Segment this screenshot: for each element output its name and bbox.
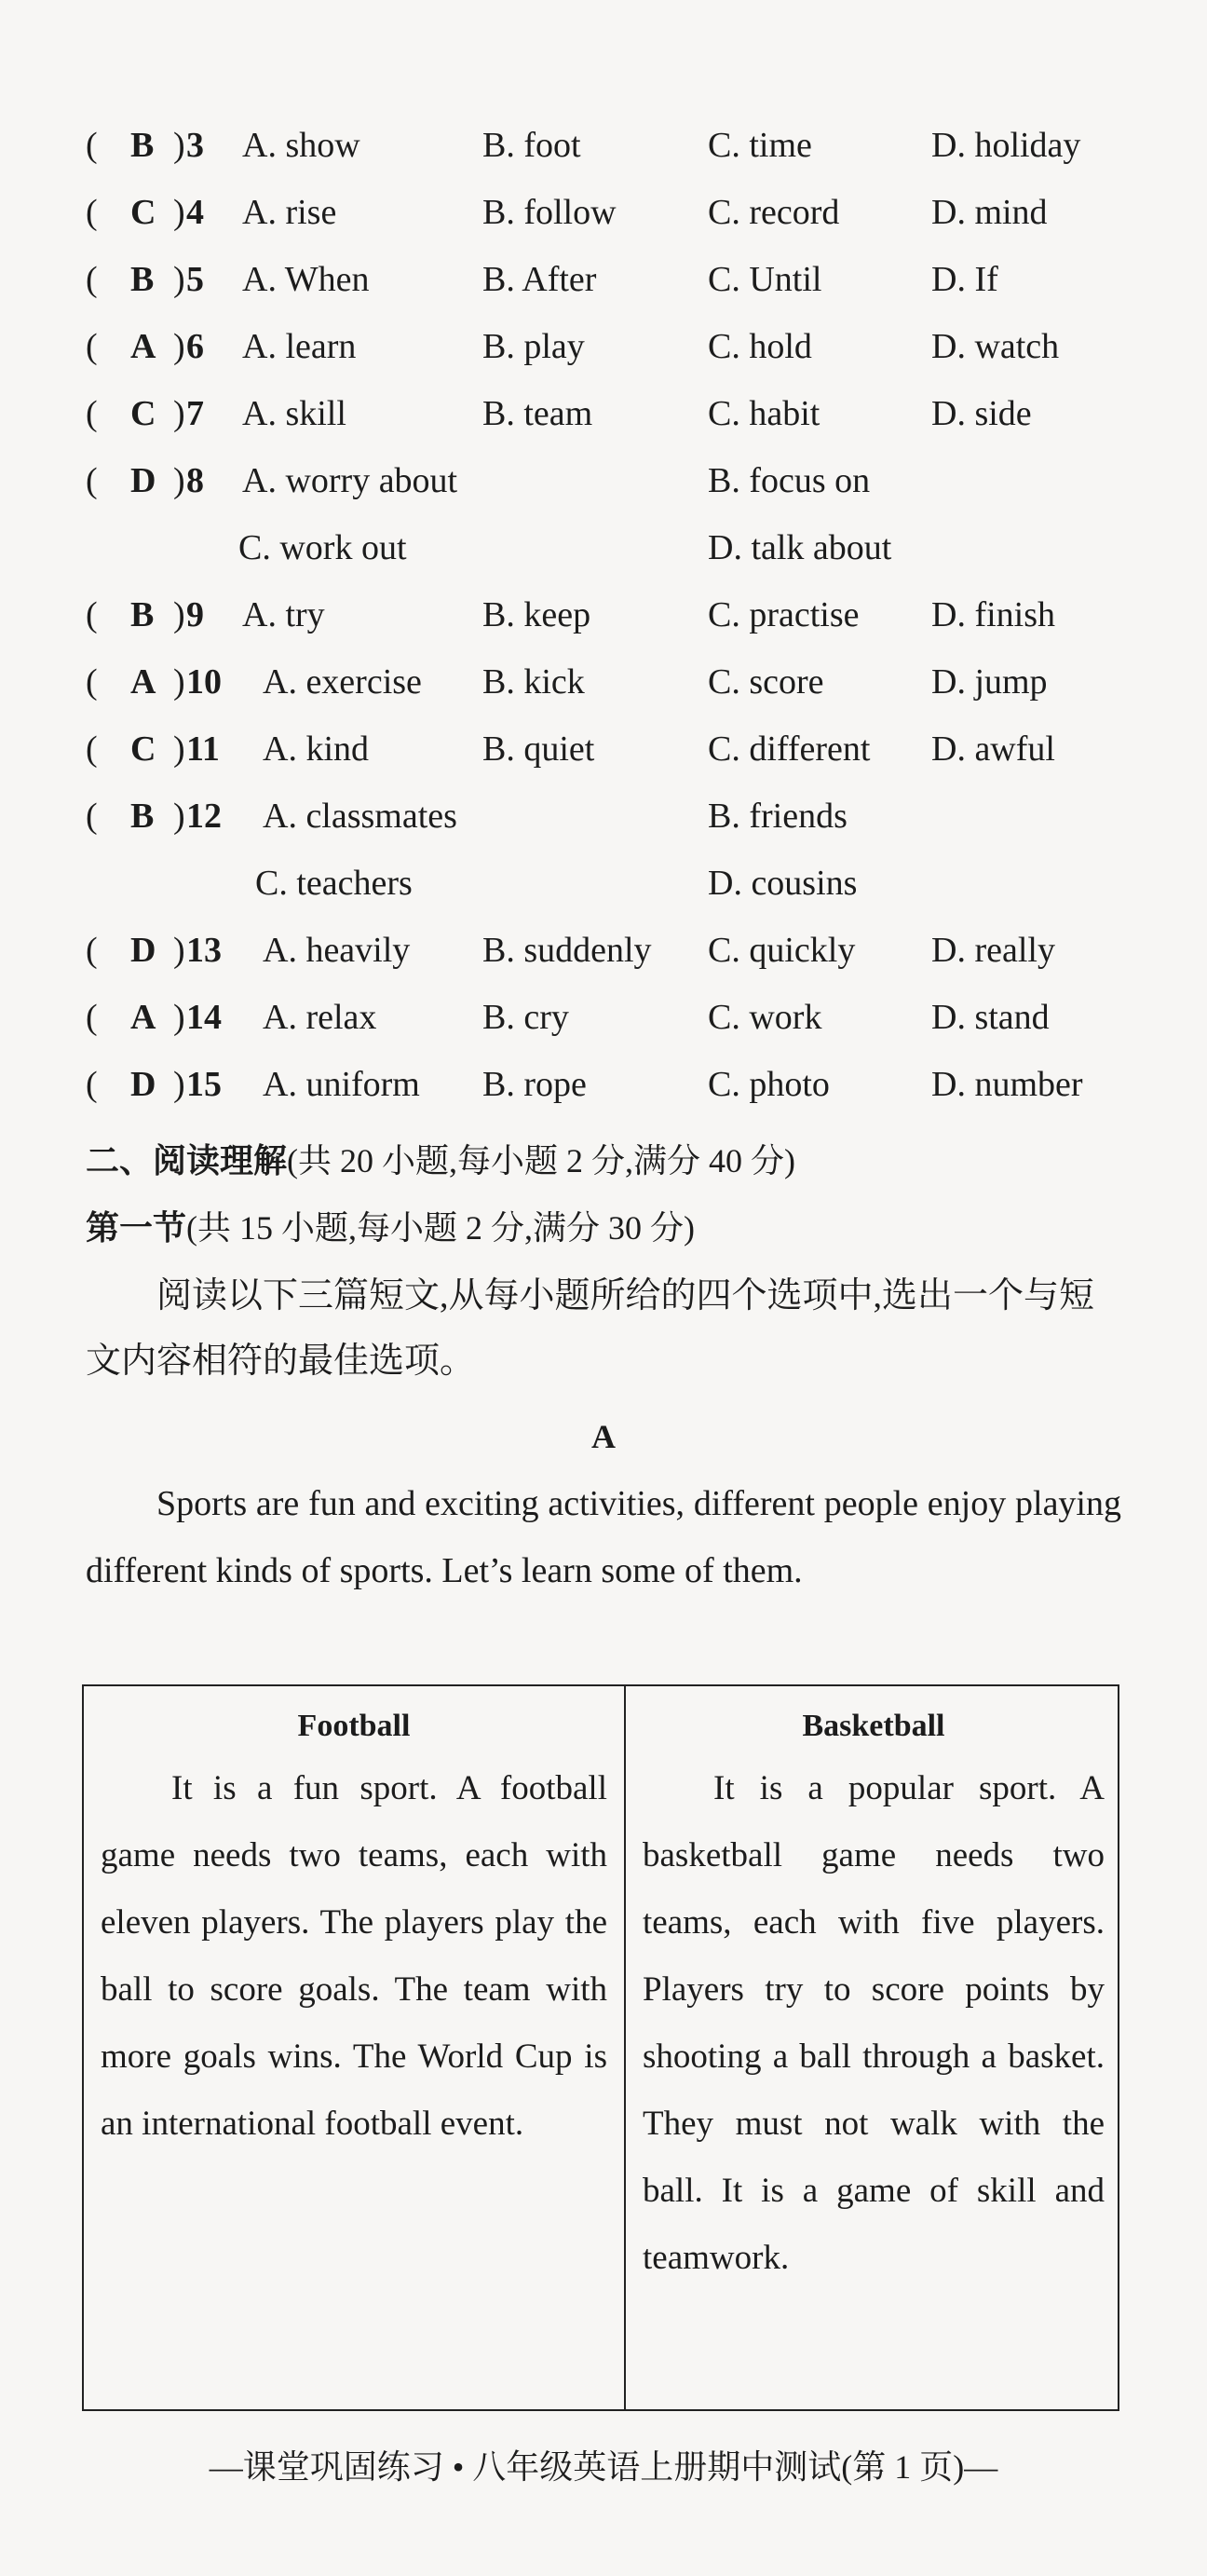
option-b: B. cry [482,998,569,1037]
paren-open: ( [86,931,98,970]
paren-open: ( [86,729,98,769]
section-heading [86,1135,795,1188]
option-a: A. kind [263,729,369,769]
option-a: A. show [242,126,360,165]
paren-open: ( [86,1065,98,1104]
option-d: D. stand [931,998,1050,1037]
passage-label: A [591,1418,616,1455]
paren-open: ( [86,394,98,433]
question-row [0,788,1207,844]
paren-open: ( [86,461,98,500]
option-c: C. practise [708,595,860,634]
question-row-continued [0,520,1207,576]
question-row [0,453,1207,509]
option-a: A. heavily [263,931,411,970]
option-c: C. habit [708,394,820,433]
paren-open: ( [86,595,98,634]
option-b: B. play [482,327,585,366]
question-number: 6 [186,327,204,366]
basketball-text: It is a popular sport. A basketball game needs two teams, each with five players. Players try to score points by shooting a ball through a basket. They must not walk with the ball. It is a game of skill and teamwork. [643,1769,1105,2277]
paren-open: ( [86,126,98,165]
option-c: C. Until [708,260,822,299]
option-d: D. watch [931,327,1060,366]
answer-letter: B [130,126,155,165]
option-c: C. record [708,193,840,232]
section-detail: (共 20 小题,每小题 2 分,满分 40 分) [287,1142,795,1179]
option-a: A. try [242,595,325,634]
question-row [0,386,1207,442]
option-a: A. classmates [263,797,457,836]
option-b: B. friends [708,797,848,836]
option-d: D. jump [931,662,1048,702]
question-number: 13 [186,931,222,970]
answer-letter: C [130,394,156,433]
option-d: D. awful [931,729,1055,769]
option-a: A. exercise [263,662,422,702]
option-d: D. If [931,260,998,299]
question-row [0,117,1207,173]
option-d: D. really [931,931,1055,970]
answer-letter: A [130,998,156,1037]
question-row [0,922,1207,978]
option-d: D. side [931,394,1032,433]
option-b: B. foot [482,126,581,165]
question-row [0,654,1207,710]
paren-open: ( [86,327,98,366]
paren-close: ) [173,662,185,702]
question-number: 14 [186,998,222,1037]
question-row [0,184,1207,240]
answer-letter: D [130,461,156,500]
basketball-cell [626,1686,1118,2292]
paren-close: ) [173,729,185,769]
option-d: D. mind [931,193,1048,232]
page-footer: —课堂巩固练习 • 八年级英语上册期中测试(第 1 页)— [209,2448,998,2486]
answer-letter: B [130,595,155,634]
option-d: D. finish [931,595,1055,634]
option-c: C. work [708,998,822,1037]
option-b: B. follow [482,193,617,232]
paren-close: ) [173,327,185,366]
answer-letter: A [130,662,156,702]
answer-letter: D [130,931,156,970]
paren-close: ) [173,394,185,433]
option-a: A. rise [242,193,337,232]
option-c: C. different [708,729,871,769]
option-d: D. talk about [708,528,892,567]
section-title: 二、阅读理解 [86,1142,288,1180]
question-number: 3 [186,126,204,165]
option-d: D. cousins [708,864,858,903]
answer-letter: C [130,729,156,769]
question-number: 8 [186,461,204,500]
paren-close: ) [173,998,185,1037]
option-c: C. teachers [255,864,413,903]
paren-close: ) [173,1065,185,1104]
question-number: 5 [186,260,204,299]
option-c: C. photo [708,1065,830,1104]
option-b: B. suddenly [482,931,652,970]
paren-open: ( [86,662,98,702]
football-text: It is a fun sport. A football game needs two teams, each with eleven players. The players play the ball to score goals. The team with more goals wins. The World Cup is an international football event. [101,1769,607,2143]
basketball-title: Basketball [802,1709,945,1743]
question-row-continued [0,855,1207,911]
paren-close: ) [173,931,185,970]
question-number: 7 [186,394,204,433]
paren-open: ( [86,998,98,1037]
paren-open: ( [86,193,98,232]
paren-close: ) [173,461,185,500]
option-b: B. quiet [482,729,595,769]
football-cell [84,1686,624,2158]
option-b: B. focus on [708,461,871,500]
sports-table [82,1684,1119,2411]
paren-close: ) [173,193,185,232]
option-a: A. learn [242,327,357,366]
option-d: D. holiday [931,126,1081,165]
passage-intro: Sports are fun and exciting activities, different people enjoy playing different kinds of sports. Let’s learn some of them. [86,1484,1121,1590]
option-a: A. When [242,260,370,299]
question-number: 11 [186,729,220,769]
question-row [0,319,1207,375]
question-number: 4 [186,193,204,232]
option-b: B. rope [482,1065,587,1104]
part-heading [86,1202,695,1255]
part-title: 第一节 [86,1209,187,1247]
answer-letter: D [130,1065,156,1104]
paren-open: ( [86,797,98,836]
paren-close: ) [173,595,185,634]
answer-letter: C [130,193,156,232]
question-row [0,587,1207,643]
option-c: C. work out [238,528,407,567]
football-title: Football [297,1709,411,1743]
question-number: 10 [186,662,222,702]
answer-letter: B [130,797,155,836]
option-a: A. skill [242,394,346,433]
part-detail: (共 15 小题,每小题 2 分,满分 30 分) [186,1209,695,1247]
question-row [0,1056,1207,1112]
paren-close: ) [173,126,185,165]
option-c: C. score [708,662,824,702]
question-row [0,989,1207,1045]
option-a: A. relax [263,998,377,1037]
option-b: B. kick [482,662,585,702]
question-number: 9 [186,595,204,634]
answer-letter: A [130,327,156,366]
option-b: B. team [482,394,593,433]
answer-letter: B [130,260,155,299]
option-a: A. uniform [263,1065,420,1104]
question-number: 12 [186,797,222,836]
option-b: B. After [482,260,597,299]
question-row [0,721,1207,777]
option-c: C. quickly [708,931,856,970]
question-number: 15 [186,1065,222,1104]
option-b: B. keep [482,595,591,634]
option-c: C. hold [708,327,812,366]
paren-open: ( [86,260,98,299]
option-a: A. worry about [242,461,458,500]
question-row [0,252,1207,307]
paren-close: ) [173,260,185,299]
option-c: C. time [708,126,812,165]
option-d: D. number [931,1065,1083,1104]
instructions: 阅读以下三篇短文,从每小题所给的四个选项中,选出一个与短文内容相符的最佳选项。 [86,1276,1095,1381]
paren-close: ) [173,797,185,836]
